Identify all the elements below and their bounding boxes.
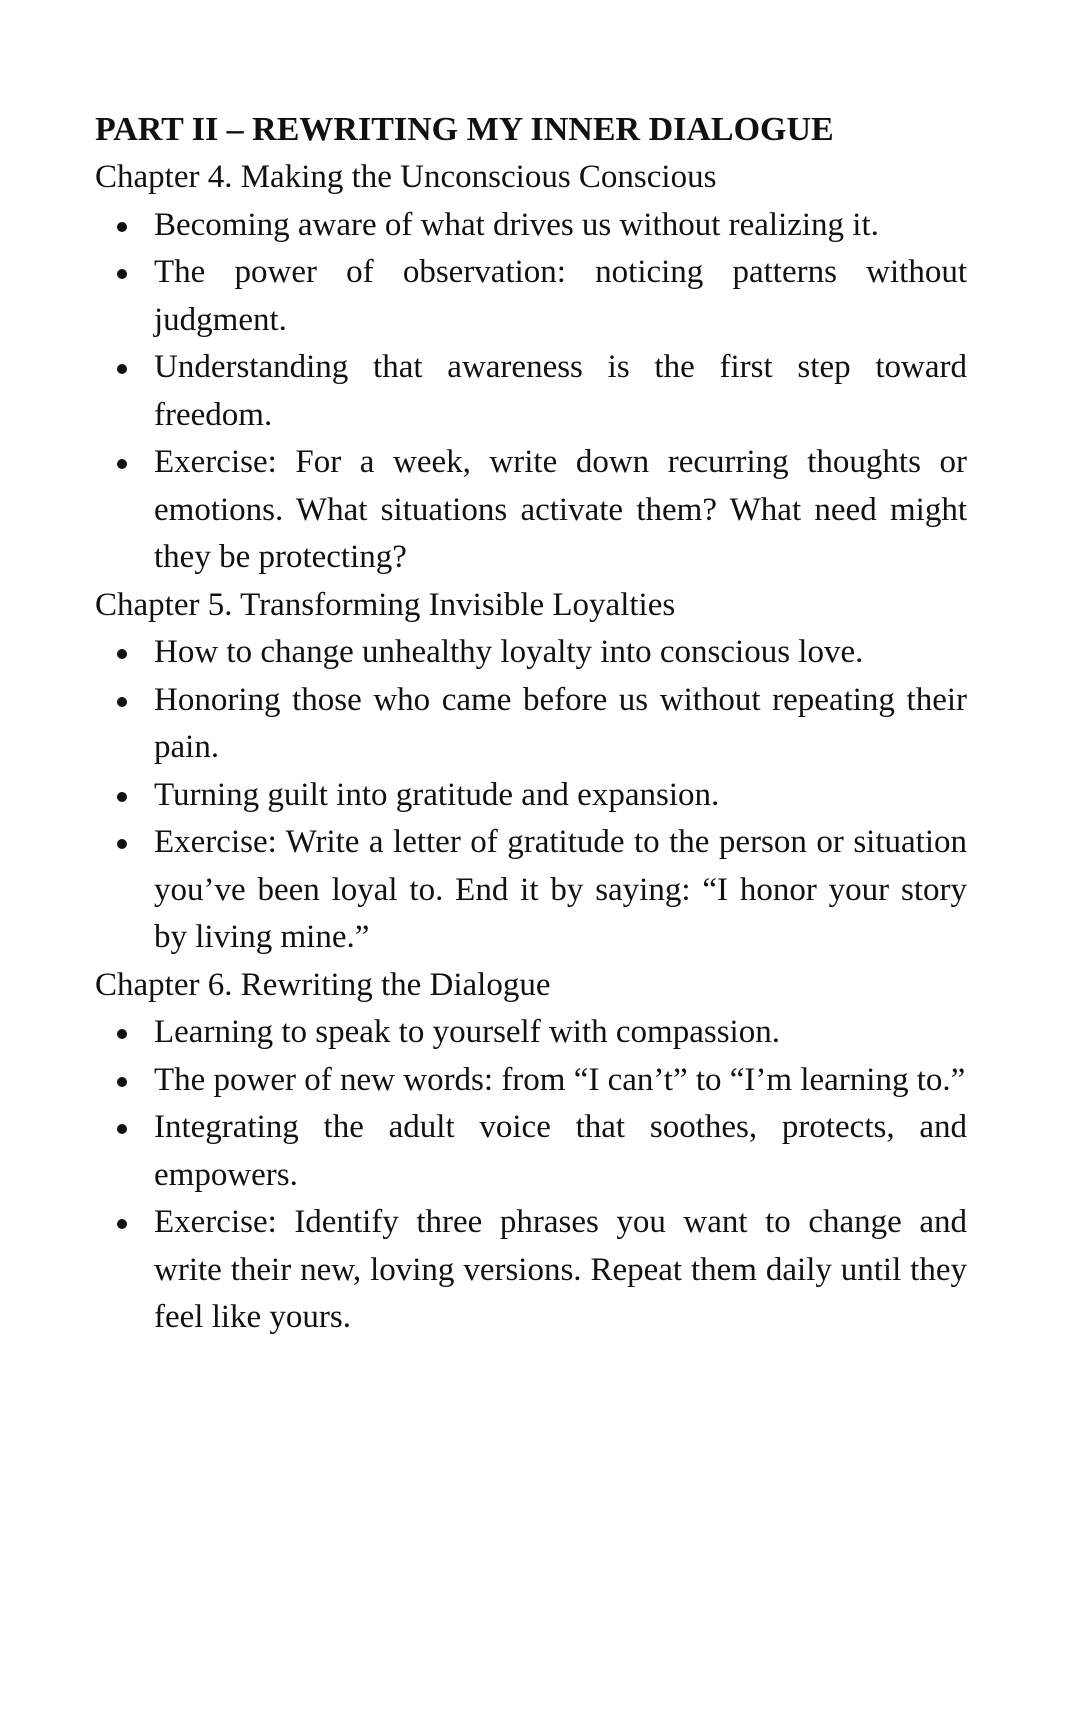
list-item [95, 1104, 967, 1199]
chapter-5-section [95, 582, 967, 962]
list-item [95, 629, 967, 677]
bullet-icon [117, 1029, 127, 1039]
list-item [95, 1009, 967, 1057]
bullet-icon [117, 269, 127, 279]
list-item [95, 344, 967, 439]
bullet-icon [117, 222, 127, 232]
list-item-text: The power of observation: noticing patterns without judgment. [154, 254, 967, 338]
chapter-4-section [95, 154, 967, 582]
bullet-icon [117, 364, 127, 374]
list-item-text: Honoring those who came before us without repeating their pain. [154, 681, 967, 765]
bullet-icon [117, 1219, 127, 1229]
list-item [95, 772, 967, 820]
list-item [95, 1199, 967, 1342]
chapter-6-section [95, 962, 967, 1342]
bullet-icon [117, 697, 127, 707]
chapter-6-bullet-list [95, 1009, 967, 1342]
bullet-icon [117, 459, 127, 469]
list-item-text: Integrating the adult voice that soothes, protects, and empowers. [154, 1109, 967, 1193]
list-item-text: Understanding that awareness is the first step toward freedom. [154, 349, 967, 433]
list-item-text: How to change unhealthy loyalty into conscious love. [154, 634, 864, 670]
bullet-icon [117, 1124, 127, 1134]
chapter-title: Chapter 5. Transforming Invisible Loyalties [95, 586, 676, 623]
bullet-icon [117, 649, 127, 659]
bullet-icon [117, 792, 127, 802]
list-item-text: The power of new words: from “I can’t” to “I’m learning to.” [154, 1061, 966, 1098]
list-item [95, 1057, 967, 1105]
list-item [95, 202, 967, 250]
chapter-title: Chapter 6. Rewriting the Dialogue [95, 966, 551, 1003]
document-page [95, 106, 967, 1342]
chapter-5-bullet-list [95, 629, 967, 962]
chapter-4-bullet-list [95, 202, 967, 582]
list-item [95, 677, 967, 772]
list-item-text: Turning guilt into gratitude and expansion. [154, 776, 720, 813]
bullet-icon [117, 1077, 127, 1087]
list-item-text: Exercise: For a week, write down recurring thoughts or emotions. What situations activate them? What need might they be protecting? [154, 444, 967, 575]
list-item [95, 439, 967, 582]
bullet-icon [117, 839, 127, 849]
list-item [95, 249, 967, 344]
list-item [95, 819, 967, 962]
chapter-title: Chapter 4. Making the Unconscious Conscious [95, 159, 717, 195]
list-item-text: Becoming aware of what drives us without realizing it. [154, 206, 879, 243]
list-item-text: Exercise: Identify three phrases you want to change and write their new, loving versions. Repeat them daily until they feel like yours. [154, 1204, 967, 1335]
list-item-text: Exercise: Write a letter of gratitude to the person or situation you’ve been loyal to. End it by saying: “I honor your story by living mine.” [154, 824, 967, 955]
list-item-text: Learning to speak to yourself with compassion. [154, 1014, 780, 1050]
part-title: PART II – REWRITING MY INNER DIALOGUE [95, 111, 834, 148]
